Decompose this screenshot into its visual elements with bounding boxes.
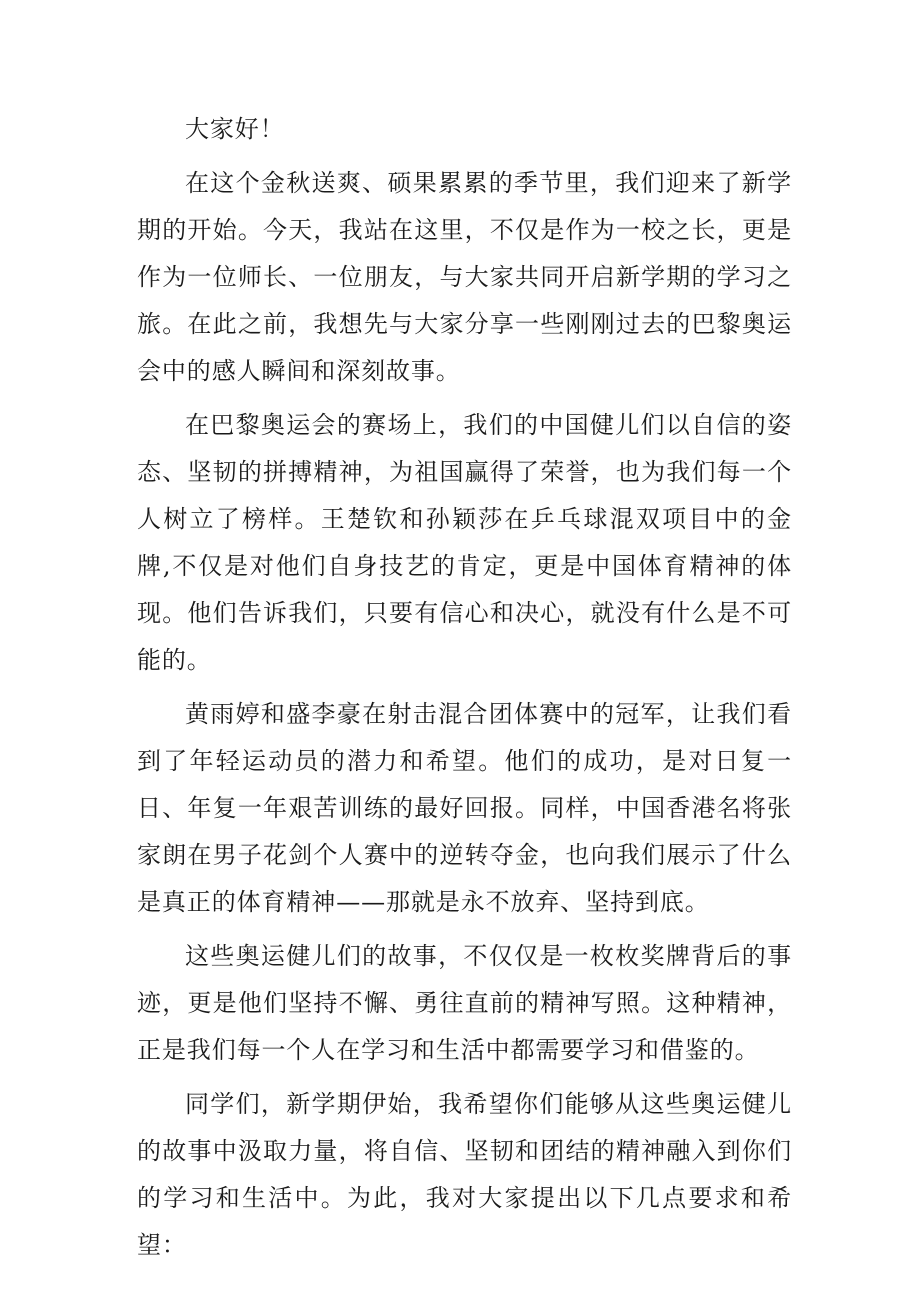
greeting: 大家好！	[185, 115, 285, 143]
paragraph-expectations: 同学们，新学期伊始，我希望你们能够从这些奥运健儿的故事中汲取力量，将自信、坚韧和团结的精神融入到你们的学习和生活中。为此，我对大家提出以下几点要求和希望：	[137, 1090, 792, 1259]
paragraph-opening: 在这个金秋送爽、硕果累累的季节里，我们迎来了新学期的开始。今天，我站在这里，不仅是作为一校之长，更是作为一位师长、一位朋友，与大家共同开启新学期的学习之旅。在此之前，我想先与大家分享一些刚刚过去的巴黎奥运会中的感人瞬间和深刻故事。	[137, 169, 792, 385]
paragraph-spirit: 这些奥运健儿们的故事，不仅仅是一枚枚奖牌背后的事迹，更是他们坚持不懈、勇往直前的精神写照。这种精神，正是我们每一个人在学习和生活中都需要学习和借鉴的。	[137, 942, 792, 1064]
paragraph-shooting-fencing: 黄雨婷和盛李豪在射击混合团体赛中的冠军，让我们看到了年轻运动员的潜力和希望。他们的成功，是对日复一日、年复一年艰苦训练的最好回报。同样，中国香港名将张家朗在男子花剑个人赛中的逆转夺金，也向我们展示了什么是真正的体育精神——那就是永不放弃、坚持到底。	[137, 700, 792, 916]
paragraph-olympic-athletes: 在巴黎奥运会的赛场上，我们的中国健儿们以自信的姿态、坚韧的拼搏精神，为祖国赢得了荣誉，也为我们每一个人树立了榜样。王楚钦和孙颖莎在乒乓球混双项目中的金牌,不仅是对他们自身技艺的肯定，更是中国体育精神的体现。他们告诉我们，只要有信心和决心，就没有什么是不可能的。	[137, 411, 792, 674]
speech-body	[137, 106, 792, 1269]
